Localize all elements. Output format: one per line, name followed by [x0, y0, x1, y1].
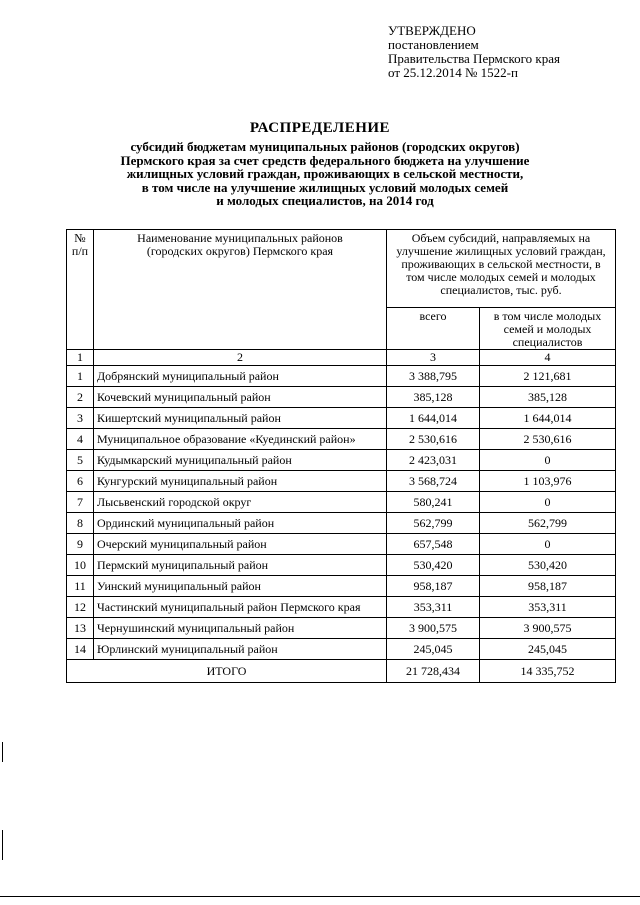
- table-row: [67, 408, 616, 429]
- subtitle-line: Пермского края за счет средств федерального бюджета на улучшение: [120, 152, 530, 168]
- row-num: 2: [67, 387, 94, 408]
- table-row: [67, 471, 616, 492]
- subtitle-line: жилищных условий граждан, проживающих в сельской местности,: [126, 166, 524, 181]
- document-title: РАСПРЕДЕЛЕНИЕ: [249, 120, 391, 136]
- row-youth: 3 900,575: [480, 618, 616, 639]
- row-youth: 530,420: [480, 555, 616, 576]
- row-youth: 0: [480, 534, 616, 555]
- header-youth: в том числе молодых семей и молодых специалистов: [480, 308, 616, 350]
- row-num: 5: [67, 450, 94, 471]
- row-total: 562,799: [387, 513, 480, 534]
- row-name: Частинский муниципальный район Пермского края: [94, 597, 387, 618]
- subtitle-line: субсидий бюджетам муниципальных районов (городских округов): [130, 139, 520, 154]
- column-index-row: [67, 350, 616, 366]
- document-subtitle: [90, 140, 560, 208]
- row-youth: 562,799: [480, 513, 616, 534]
- header-name: Наименование муниципальных районов (городских округов) Пермского края: [94, 230, 387, 350]
- distribution-table: [66, 229, 616, 683]
- table-row: [67, 639, 616, 660]
- row-total: 3 388,795: [387, 366, 480, 387]
- row-num: 13: [67, 618, 94, 639]
- column-index: 1: [67, 350, 94, 366]
- row-youth: 353,311: [480, 597, 616, 618]
- row-num: 14: [67, 639, 94, 660]
- row-num: 1: [67, 366, 94, 387]
- row-total: 353,311: [387, 597, 480, 618]
- header-amount: Объем субсидий, направляемых на улучшение жилищных условий граждан, проживающих в сельской местности, в том числе молодых семей и молодых специалистов, тыс. руб.: [387, 230, 616, 308]
- table-row: [67, 450, 616, 471]
- table-header-row: [67, 230, 616, 308]
- total-youth: 14 335,752: [480, 660, 616, 683]
- total-sum: 21 728,434: [387, 660, 480, 683]
- table-row: [67, 576, 616, 597]
- row-name: Чернушинский муниципальный район: [94, 618, 387, 639]
- row-youth: 385,128: [480, 387, 616, 408]
- row-name: Муниципальное образование «Куединский район»: [94, 429, 387, 450]
- row-total: 3 900,575: [387, 618, 480, 639]
- column-index: 3: [387, 350, 480, 366]
- row-name: Юрлинский муниципальный район: [94, 639, 387, 660]
- row-youth: 1 103,976: [480, 471, 616, 492]
- row-name: Ординский муниципальный район: [94, 513, 387, 534]
- header-total: всего: [387, 308, 480, 350]
- row-name: Кочевский муниципальный район: [94, 387, 387, 408]
- column-index: 2: [94, 350, 387, 366]
- row-total: 3 568,724: [387, 471, 480, 492]
- total-row: [67, 660, 616, 683]
- row-name: Пермский муниципальный район: [94, 555, 387, 576]
- column-index: 4: [480, 350, 616, 366]
- approval-line-1: УТВЕРЖДЕНО: [388, 23, 476, 38]
- approval-line-2: постановлением: [388, 37, 479, 52]
- row-total: 958,187: [387, 576, 480, 597]
- row-name: Очерский муниципальный район: [94, 534, 387, 555]
- row-name: Добрянский муниципальный район: [94, 366, 387, 387]
- table-row: [67, 492, 616, 513]
- scan-edge-line: [0, 896, 640, 897]
- row-num: 6: [67, 471, 94, 492]
- subtitle-line: в том числе на улучшение жилищных условий молодых семей: [141, 179, 509, 195]
- scan-margin-mark: [2, 830, 3, 860]
- table-row: [67, 366, 616, 387]
- row-num: 10: [67, 555, 94, 576]
- row-name: Кишертский муниципальный район: [94, 408, 387, 429]
- row-youth: 0: [480, 492, 616, 513]
- row-youth: 0: [480, 450, 616, 471]
- approval-line-3: Правительства Пермского края: [388, 51, 560, 66]
- row-youth: 2 121,681: [480, 366, 616, 387]
- row-num: 12: [67, 597, 94, 618]
- row-total: 2 530,616: [387, 429, 480, 450]
- row-num: 4: [67, 429, 94, 450]
- row-youth: 958,187: [480, 576, 616, 597]
- row-total: 385,128: [387, 387, 480, 408]
- row-youth: 1 644,014: [480, 408, 616, 429]
- row-name: Лысьвенский городской округ: [94, 492, 387, 513]
- row-name: Уинский муниципальный район: [94, 576, 387, 597]
- row-total: 2 423,031: [387, 450, 480, 471]
- row-num: 7: [67, 492, 94, 513]
- row-num: 11: [67, 576, 94, 597]
- row-name: Кудымкарский муниципальный район: [94, 450, 387, 471]
- row-name: Кунгурский муниципальный район: [94, 471, 387, 492]
- row-total: 1 644,014: [387, 408, 480, 429]
- row-total: 580,241: [387, 492, 480, 513]
- approval-line-4: от 25.12.2014 № 1522-п: [388, 65, 518, 80]
- total-label: ИТОГО: [67, 660, 387, 683]
- table-row: [67, 555, 616, 576]
- row-total: 245,045: [387, 639, 480, 660]
- table-row: [67, 597, 616, 618]
- row-total: 530,420: [387, 555, 480, 576]
- row-num: 8: [67, 513, 94, 534]
- table-row: [67, 513, 616, 534]
- row-num: 3: [67, 408, 94, 429]
- table-row: [67, 534, 616, 555]
- table-body: [67, 230, 616, 683]
- approval-stamp: [388, 24, 628, 80]
- scan-margin-mark: [2, 742, 3, 762]
- table-row: [67, 618, 616, 639]
- table-row: [67, 429, 616, 450]
- row-youth: 2 530,616: [480, 429, 616, 450]
- header-num: № п/п: [67, 230, 94, 350]
- row-num: 9: [67, 534, 94, 555]
- subtitle-line: и молодых специалистов, на 2014 год: [216, 193, 434, 208]
- row-youth: 245,045: [480, 639, 616, 660]
- table-row: [67, 387, 616, 408]
- row-total: 657,548: [387, 534, 480, 555]
